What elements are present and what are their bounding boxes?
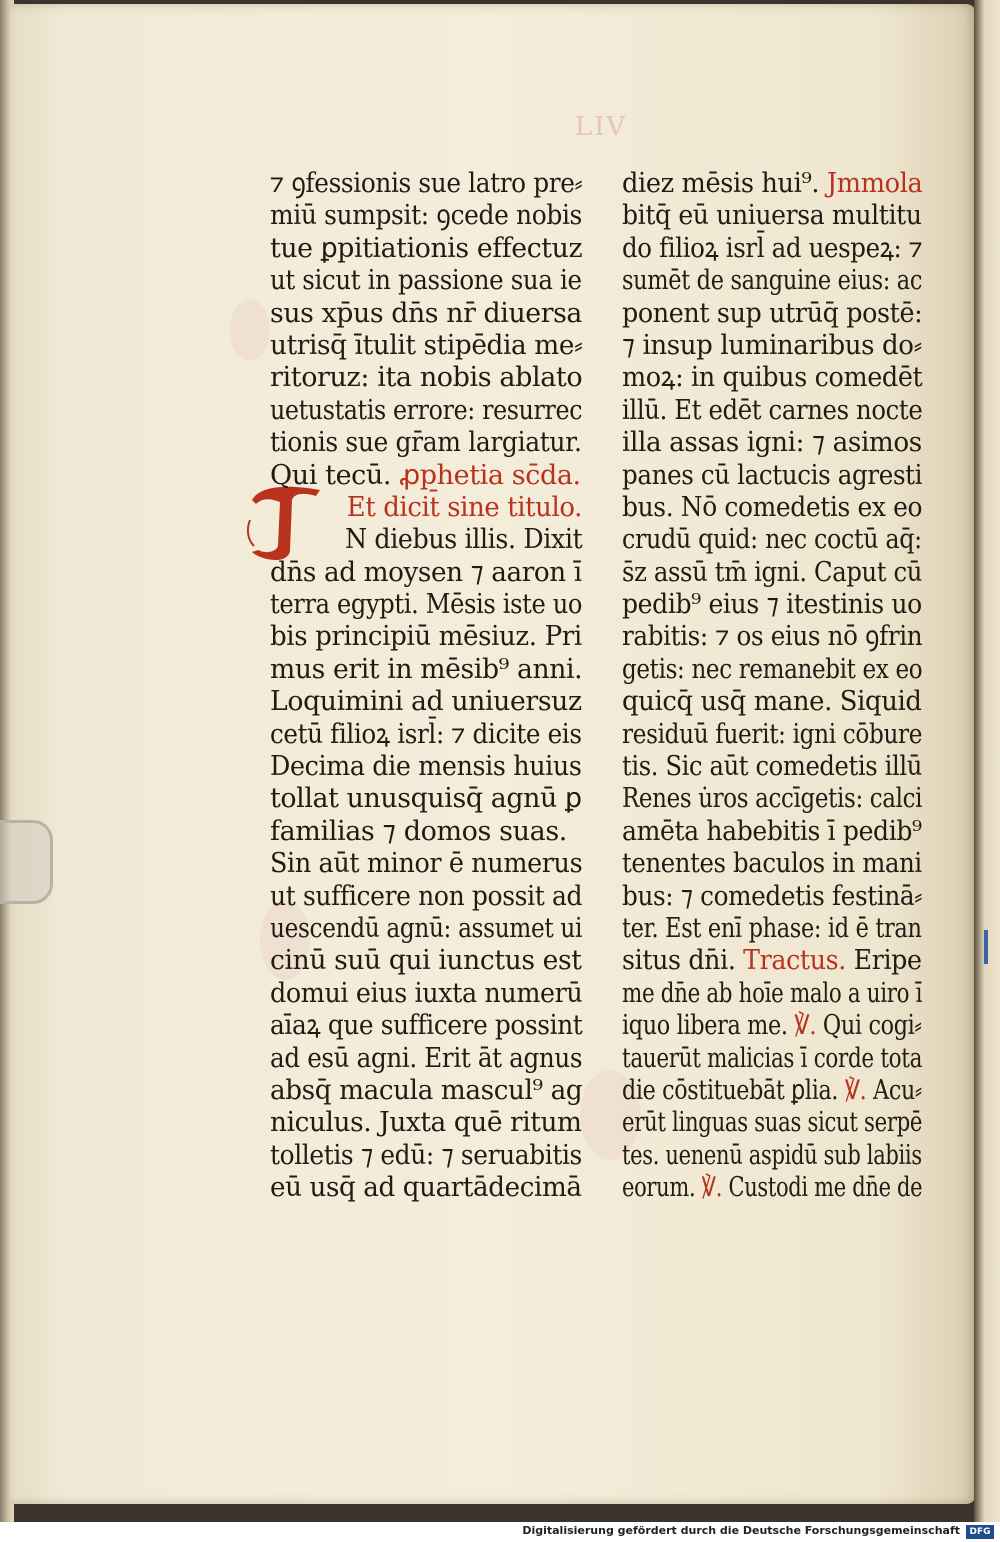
text-line	[622, 394, 923, 427]
right-text-column	[622, 168, 922, 1205]
text-line	[622, 751, 922, 783]
text-line	[270, 232, 583, 265]
text-line	[622, 880, 923, 913]
line-text: Sin aūt minor ē numerus	[270, 848, 583, 880]
line-text: situs dn̄i.	[622, 945, 736, 977]
text-line	[270, 686, 582, 718]
line-text: miū sumpsit: ꝯcede nobis	[270, 200, 582, 232]
text-line	[622, 168, 923, 200]
line-text: sumēt de sanguine eius: ac	[622, 265, 923, 297]
line-text: domui eius iuxta numerū	[270, 977, 583, 1009]
line-text-after: Acu⸗	[873, 1074, 922, 1106]
rubric-heading: Et dicit̄ sine titulo.	[346, 491, 583, 523]
line-text: ⁊ insup luminaribus do⸗	[622, 329, 922, 361]
line-text: bitq̄ eū uniuersa multitu	[622, 200, 922, 232]
line-text: eorum.	[622, 1172, 696, 1204]
line-text: moꝝ: in quibus comedēt	[622, 362, 923, 394]
line-text: amēta habebitis ī pedib⁹	[622, 815, 922, 847]
line-text: aīaꝝ que sufficere possint	[270, 1010, 583, 1042]
rubric-text: Tractus.	[743, 945, 846, 977]
text-line	[270, 1074, 583, 1107]
rubric-text: ℣.	[794, 1010, 817, 1042]
text-line	[622, 491, 923, 524]
line-text: ut sufficere non possit ad	[270, 880, 583, 912]
text-line	[622, 427, 922, 459]
text-line	[270, 524, 583, 556]
text-line	[622, 1139, 922, 1172]
line-text: quicq̄ usq̄ mane. Siquid	[622, 686, 922, 718]
text-line	[270, 394, 583, 427]
text-line	[622, 232, 923, 265]
text-line	[270, 168, 583, 200]
text-line	[270, 880, 583, 913]
line-text: uescendū agnū: assumet ui	[270, 912, 583, 944]
text-line	[270, 912, 583, 945]
line-text: ad esū agni. Erit āt agnus	[270, 1042, 583, 1074]
footer-credit: Digitalisierung gefördert durch die Deutsche Forschungsgemeinschaft	[522, 1524, 960, 1537]
text-line	[270, 751, 582, 783]
text-line	[270, 200, 582, 232]
line-text: tionis sue gr̄am largiatur.	[270, 427, 582, 459]
text-line	[622, 815, 922, 848]
text-line	[622, 1010, 922, 1042]
text-line	[270, 1172, 582, 1204]
line-text: sus xp̄us dn̄s nr̄ diuersa	[270, 297, 582, 329]
line-text: cetū filioꝝ isrl̄: ⁊ dicite eis	[270, 718, 582, 750]
text-line	[622, 1107, 923, 1139]
line-text: tauerūt malicias ī corde tota	[622, 1042, 923, 1074]
text-line	[270, 816, 582, 848]
text-line	[270, 329, 583, 362]
line-text: s̄z assū tm̄ igni. Caput cū	[622, 556, 922, 588]
text-line	[270, 783, 580, 815]
line-text-after: Qui cogi⸗	[822, 1010, 922, 1042]
text-line	[270, 1010, 583, 1042]
line-text: illa assas igni: ⁊ asimos	[622, 427, 922, 459]
line-text: Loquimini ad uniuersuz	[270, 686, 582, 718]
facing-page-blue-initial	[984, 930, 998, 964]
text-line	[270, 945, 582, 977]
text-line	[270, 556, 582, 589]
stain	[230, 300, 270, 360]
text-line	[622, 297, 923, 330]
text-line	[270, 621, 582, 653]
line-text: niculus. Juxta quē ritum	[270, 1107, 582, 1139]
text-line	[270, 589, 583, 621]
facing-page-text-fragments	[984, 180, 1000, 900]
line-text: rabitis: ⁊ os eius nō ꝯfrin	[622, 621, 923, 653]
line-text: mus erit in mēsib⁹ anni.	[270, 653, 583, 685]
left-text-column	[270, 168, 582, 1205]
book-clasp	[0, 820, 53, 904]
text-line	[270, 848, 583, 880]
text-line	[622, 362, 923, 394]
line-text: panes cū lactucis agresti	[622, 459, 923, 491]
line-text: uetustatis errore: resurrec	[270, 394, 583, 426]
line-text: do filioꝝ isrl̄ ad uespeꝝ: ⁊	[622, 232, 923, 264]
text-line	[622, 686, 922, 718]
text-line	[622, 1172, 923, 1204]
line-text: bis principiū mēsiuz. Pri	[270, 621, 582, 653]
text-line	[270, 265, 582, 297]
text-line	[270, 718, 582, 751]
line-text: tenentes baculos in mani	[622, 848, 922, 880]
text-line	[622, 653, 923, 686]
text-line	[622, 783, 923, 815]
line-text: ponent sup utrūq̄ postē:	[622, 297, 923, 329]
line-text: crudū quid: nec coctū aq̄:	[622, 524, 922, 556]
rubric-text: ℣.	[701, 1172, 723, 1204]
line-text: residuū fuerit: igni cōbure	[622, 718, 923, 750]
rubric-word: Jmmola	[826, 168, 923, 199]
line-text: ritoruz: ita nobis ablato	[270, 362, 583, 394]
text-line	[270, 977, 583, 1010]
line-text: iquo libera me.	[622, 1010, 788, 1042]
line-text: familias ⁊ domos suas.	[270, 815, 567, 847]
text-line	[622, 1074, 922, 1107]
line-text: ut sicut in passione sua ie	[270, 265, 582, 297]
text-line	[270, 297, 582, 330]
line-text: tue ꝑpitiationis effectuz	[270, 232, 583, 264]
line-text: terra egypti. Mēsis iste uo	[270, 589, 583, 621]
line-text-after: Custodi me dn̄e de	[728, 1172, 923, 1204]
text-line	[270, 1139, 582, 1172]
text-line	[270, 362, 582, 394]
text-line	[622, 556, 922, 589]
line-text: illū. Et edēt carnes nocte	[622, 394, 923, 426]
line-text: diez mēsis hui⁹.	[622, 168, 820, 199]
line-text: getis: nec remanebit ex eo	[622, 653, 923, 685]
text-line	[622, 459, 923, 492]
line-text: ⁊ ꝯfessionis sue latro pre⸗	[270, 168, 583, 199]
text-line	[622, 589, 922, 621]
text-line	[270, 491, 583, 524]
text-line	[622, 718, 923, 751]
text-line	[270, 1042, 583, 1075]
text-line	[622, 524, 922, 556]
text-line	[622, 621, 923, 653]
text-line	[622, 265, 923, 297]
text-line	[270, 460, 582, 492]
line-text: N diebus illis. Dixit	[344, 524, 583, 556]
text-line	[622, 848, 922, 880]
line-text: erūt linguas suas sicut serpē	[622, 1107, 923, 1139]
text-line	[270, 653, 583, 686]
line-text-after: Eripe	[853, 945, 922, 977]
line-text: dn̄s ad moysen ⁊ aaron ī	[270, 556, 582, 588]
text-line	[622, 329, 922, 362]
text-line	[622, 977, 923, 1010]
rubric-text: ℣.	[844, 1074, 867, 1106]
line-text: bus: ⁊ comedetis festinā⸗	[622, 880, 923, 912]
line-text: utrisq̄ ītulit stipēdia me⸗	[270, 329, 583, 361]
line-text: ter. Est enī phase: id ē tran	[622, 912, 922, 944]
footer-bar	[0, 1522, 1000, 1542]
line-text: tes. uenenū aspidū sub labiis	[622, 1139, 922, 1171]
text-line	[622, 200, 922, 232]
line-text: absq̄ macula mascul⁹ ag	[270, 1074, 583, 1106]
line-text: tis. Sic aūt comedetis illū	[622, 751, 922, 783]
line-text: Qui tecū.	[270, 459, 392, 491]
text-line	[622, 945, 922, 977]
line-text: eū usq̄ ad quartādecimā	[270, 1172, 582, 1204]
line-text: tolletis ⁊ edū: ⁊ seruabitis	[270, 1139, 582, 1171]
line-text: bus. Nō comedetis ex eo	[622, 491, 923, 523]
text-line	[270, 1107, 582, 1139]
line-text: me dn̄e ab hoīe malo a uiro ī	[622, 977, 923, 1009]
line-text: Decima die mensis huius	[270, 751, 582, 783]
text-line	[622, 912, 922, 945]
rubric-text: ꝓphetia sc̄da.	[399, 459, 581, 491]
line-text: cinū suū qui iunctus est	[270, 945, 582, 977]
line-text: Renes u̇ros accīgetis: calci	[622, 783, 923, 815]
dfg-logo: DFG	[966, 1525, 994, 1539]
text-line	[622, 1042, 923, 1075]
folio-number: LIV	[574, 112, 628, 142]
line-text: tollat unusquisq̄ agnū ꝑ	[270, 783, 582, 815]
text-line	[270, 427, 582, 459]
line-text: pedib⁹ eius ⁊ itestinis uo	[622, 589, 922, 621]
line-text: die cōstituebāt ꝑlia.	[622, 1074, 839, 1106]
